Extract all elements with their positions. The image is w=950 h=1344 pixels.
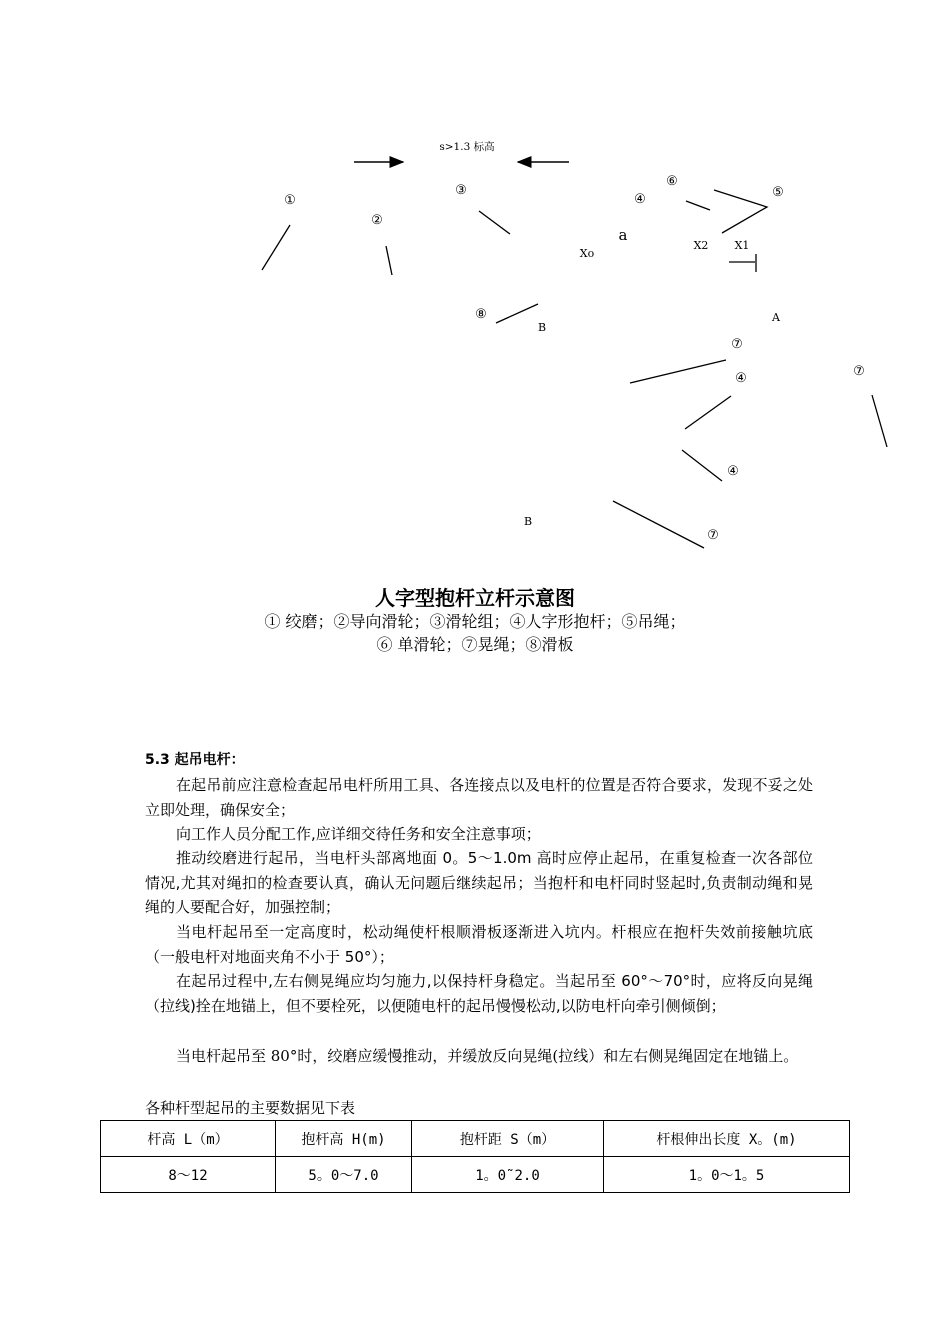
header-gin-pole-distance: 抱杆距 S（m） [412, 1121, 604, 1157]
table-caption: 各种杆型起吊的主要数据见下表 [145, 1099, 356, 1117]
marker-pulley-block: ③ [455, 183, 467, 198]
legend-line-1: ① 绞磨；②导向滑轮；③滑轮组；④人字形抱杆；⑤吊绳； [264, 612, 686, 631]
paragraph-3: 推动绞磨进行起吊，当电杆头部离地面 0。5～1.0m 高时应停止起吊，在重复检查一次各部位情况,尤其对绳扣的检查要认真，确认无问题后继续起吊；当抱杆和电杆同时竖起时,负责制动绳和晃绳的人要配合好，加强控制； [145, 849, 813, 916]
marker-gin-pole-top: ④ [634, 192, 646, 207]
label-x1: X1 [734, 239, 750, 252]
guide-pulley-line [386, 246, 392, 275]
gin-pole-line-1 [685, 396, 731, 429]
lifting-rope-line [714, 190, 767, 233]
guy-rope-line-2 [613, 501, 704, 548]
guy-rope-line-3 [872, 395, 887, 447]
cell-gin-pole-height: 5。0～7.0 [276, 1157, 412, 1193]
paragraph-4: 当电杆起吊至一定高度时，松动绳使杆根顺滑板逐渐进入坑内。杆根应在抱杆失效前接触坑底（一般电杆对地面夹角不小于 50°）； [145, 923, 813, 966]
legend-line-2: ⑥ 单滑轮；⑦晃绳；⑧滑板 [376, 635, 574, 654]
diagram-title: 人字型抱杆立杆示意图 [375, 586, 575, 610]
label-a: a [618, 226, 628, 244]
paragraph-6: 当电杆起吊至 80°时，绞磨应缓慢推动，并缓放反向晃绳(拉线）和左右侧晃绳固定在地锚上。 [176, 1047, 799, 1065]
header-gin-pole-height: 抱杆高 H(m) [276, 1121, 412, 1157]
top-note: s>1.3 标高 [439, 141, 495, 153]
marker-skid-plate: ⑧ [475, 307, 487, 322]
label-B-upper: B [537, 321, 547, 334]
paragraph-2: 向工作人员分配工作,应详细交待任务和安全注意事项； [176, 825, 541, 843]
label-B-lower: B [523, 515, 533, 528]
table-row [101, 1157, 850, 1193]
header-pole-height: 杆高 L（m） [101, 1121, 276, 1157]
lifting-data-table [100, 1120, 850, 1193]
paragraph-5: 在起吊过程中,左右侧晃绳应均匀施力,以保持杆身稳定。当起吊至 60°～70°时，应将反向晃绳（拉线)拴在地锚上，但不要栓死，以便随电杆的起吊慢慢松动,以防电杆向牵引侧倾倒； [145, 972, 813, 1015]
table-header-row [101, 1121, 850, 1157]
section-heading: 5.3 起吊电杆： [145, 752, 245, 768]
marker-winch: ① [284, 193, 296, 208]
marker-guide-pulley: ② [371, 213, 383, 228]
cell-pole-height: 8～12 [101, 1157, 276, 1193]
marker-guy-rope-1: ⑦ [731, 337, 743, 352]
cell-gin-pole-distance: 1。0˜2.0 [412, 1157, 604, 1193]
cell-root-extension: 1。0～1。5 [604, 1157, 850, 1193]
marker-gin-pole-low: ④ [727, 464, 739, 479]
pulley-block-line [479, 211, 510, 234]
guy-rope-line-1 [630, 360, 726, 383]
winch-line [262, 225, 290, 270]
marker-lifting-rope: ⑤ [772, 185, 784, 200]
marker-guy-rope-3: ⑦ [853, 364, 865, 379]
label-A: A [772, 311, 780, 324]
header-root-extension: 杆根伸出长度 X。(m) [604, 1121, 850, 1157]
setup-diagram [0, 0, 950, 560]
label-x2: X2 [693, 239, 709, 252]
single-pulley-line [686, 201, 710, 210]
paragraph-1: 在起吊前应注意检查起吊电杆所用工具、各连接点以及电杆的位置是否符合要求，发现不妥之处立即处理，确保安全； [145, 776, 813, 819]
marker-guy-rope-2: ⑦ [707, 528, 719, 543]
skid-plate-line [496, 304, 538, 323]
marker-single-pulley: ⑥ [666, 174, 678, 189]
label-xo: Xo [579, 247, 595, 260]
gin-pole-line-2 [682, 450, 722, 481]
marker-gin-pole-mid: ④ [735, 371, 747, 386]
